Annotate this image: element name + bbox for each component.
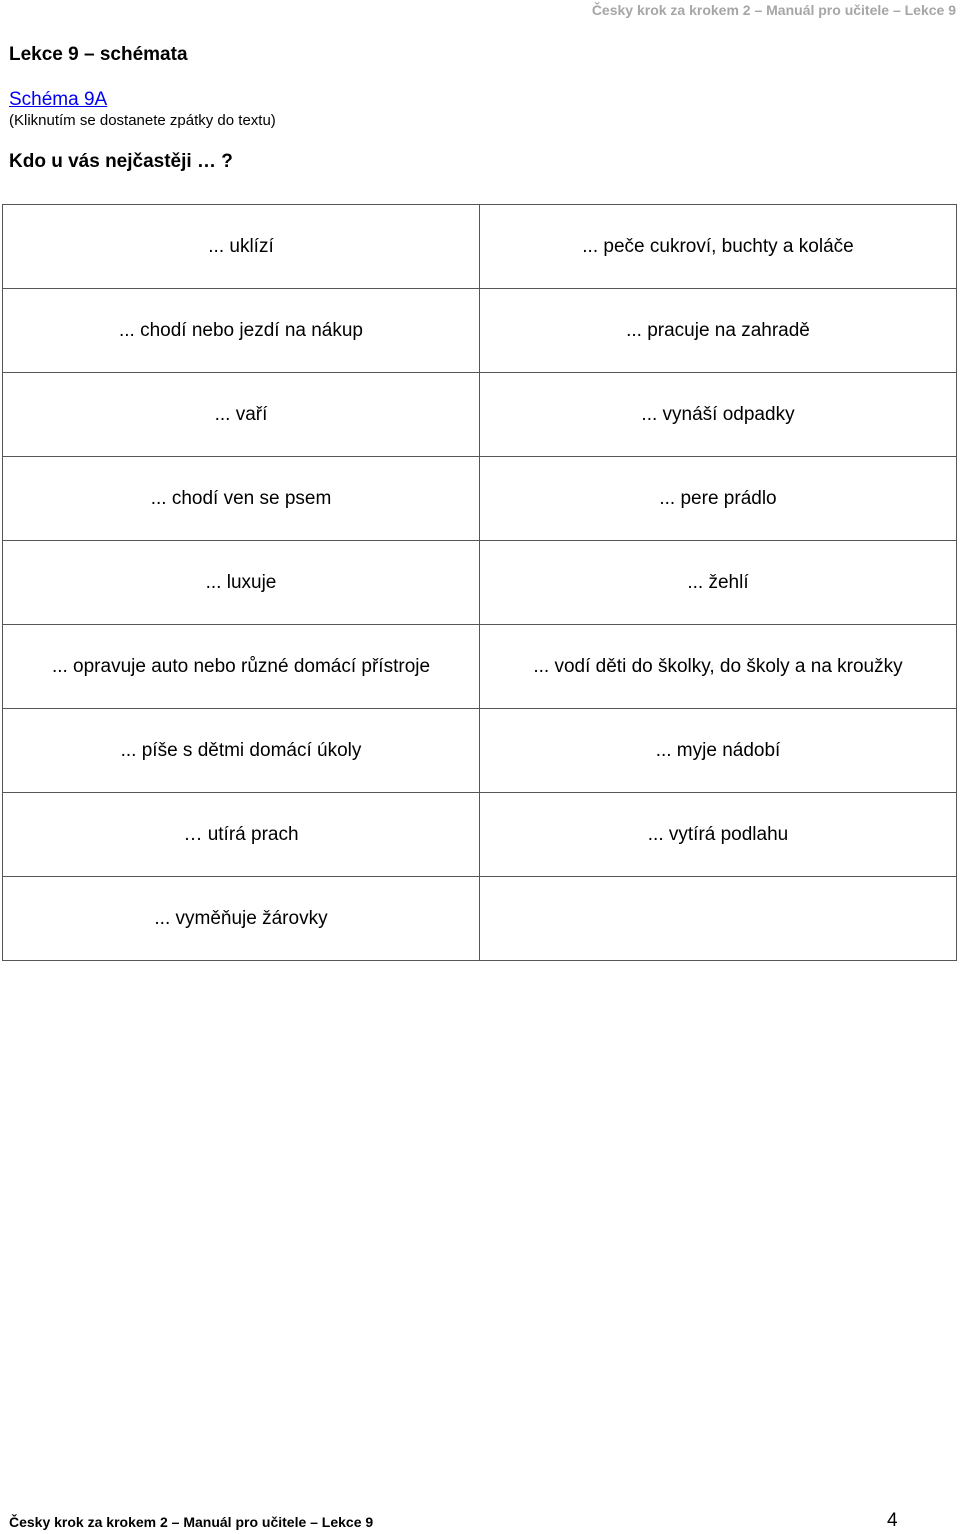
running-footer: Česky krok za krokem 2 – Manuál pro učitele – Lekce 9	[9, 1514, 374, 1530]
question-heading: Kdo u vás nejčastěji … ?	[9, 151, 233, 172]
table-row	[3, 373, 957, 457]
chore-cell: ... opravuje auto nebo různé domácí přístroje	[3, 625, 480, 709]
chore-cell: … utírá prach	[3, 793, 480, 877]
chore-cell: ... píše s dětmi domácí úkoly	[3, 709, 480, 793]
chore-cell: ... chodí ven se psem	[3, 457, 480, 541]
chore-cell: ... vytírá podlahu	[480, 793, 957, 877]
running-header: Česky krok za krokem 2 – Manuál pro učitele – Lekce 9	[591, 2, 956, 18]
chore-cell: ... myje nádobí	[480, 709, 957, 793]
chore-cell: ... vynáší odpadky	[480, 373, 957, 457]
schema-9a-link[interactable]: Schéma 9A	[9, 89, 108, 110]
table-row	[3, 709, 957, 793]
chore-cell: ... vodí děti do školky, do školy a na kroužky	[480, 625, 957, 709]
chores-table	[2, 204, 957, 961]
chore-cell: ... peče cukroví, buchty a koláče	[480, 205, 957, 289]
chore-cell: ... chodí nebo jezdí na nákup	[3, 289, 480, 373]
chore-cell: ... vaří	[3, 373, 480, 457]
chore-cell: ... žehlí	[480, 541, 957, 625]
table-row	[3, 793, 957, 877]
table-row	[3, 205, 957, 289]
table-row	[3, 289, 957, 373]
table-row	[3, 541, 957, 625]
chore-cell: ... luxuje	[3, 541, 480, 625]
table-row	[3, 625, 957, 709]
table-row	[3, 877, 957, 961]
empty-cell	[480, 877, 957, 961]
table-row	[3, 457, 957, 541]
chore-cell: ... pracuje na zahradě	[480, 289, 957, 373]
chore-cell: ... pere prádlo	[480, 457, 957, 541]
chore-cell: ... uklízí	[3, 205, 480, 289]
page-title: Lekce 9 – schémata	[9, 44, 188, 65]
schema-back-note: (Kliknutím se dostanete zpátky do textu)	[9, 112, 276, 129]
page-number: 4	[887, 1510, 898, 1531]
chore-cell: ... vyměňuje žárovky	[3, 877, 480, 961]
